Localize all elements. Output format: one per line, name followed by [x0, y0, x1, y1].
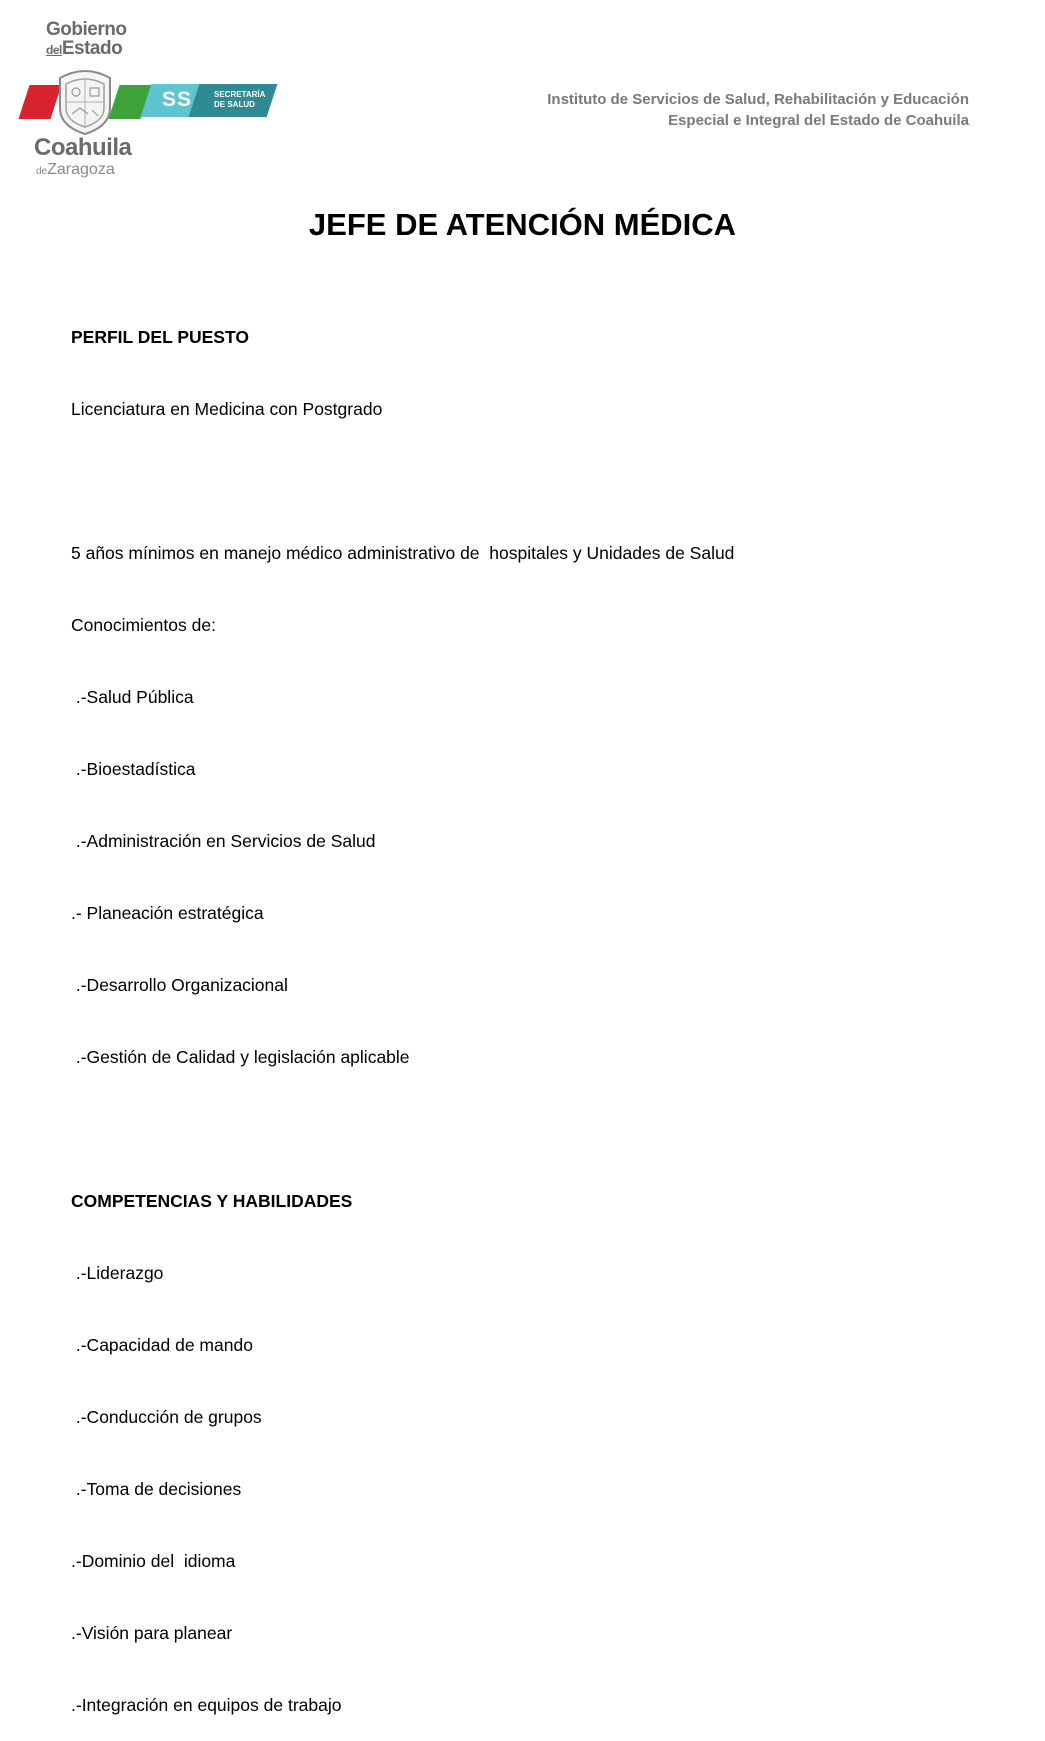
estado-label: Estado — [61, 38, 123, 59]
coahuila-label: Coahuila — [34, 134, 132, 161]
secretaria-de-salud-badge — [141, 84, 278, 117]
competency-item: .-Integración en equipos de trabajo — [71, 1695, 342, 1715]
competency-item: .-Liderazgo — [71, 1263, 164, 1283]
del-label: del — [46, 43, 62, 57]
competency-item: .-Dominio del idioma — [71, 1551, 236, 1571]
profile-heading: PERFIL DEL PUESTO — [71, 327, 249, 347]
government-logo — [14, 16, 284, 184]
knowledge-label: Conocimientos de: — [71, 615, 216, 635]
competency-item: .-Toma de decisiones — [71, 1479, 242, 1499]
knowledge-item: .-Administración en Servicios de Salud — [71, 831, 376, 851]
competencies-heading: COMPETENCIAS Y HABILIDADES — [71, 1191, 353, 1211]
de-label: de — [36, 166, 48, 177]
gobierno-del-estado-wordmark — [46, 20, 126, 60]
secretaria-label: SECRETARÍA — [214, 90, 266, 99]
institute-line-1: Instituto de Servicios de Salud, Rehabilitación y Educación — [547, 91, 969, 108]
competency-item: .-Capacidad de mando — [71, 1335, 253, 1355]
knowledge-item: .- Planeación estratégica — [71, 903, 264, 923]
institute-header — [547, 89, 969, 131]
competency-item: .-Conducción de grupos — [71, 1407, 262, 1427]
institute-line-2: Especial e Integral del Estado de Coahuila — [668, 112, 969, 129]
knowledge-item: .-Salud Pública — [71, 687, 194, 707]
zaragoza-label: Zaragoza — [47, 161, 115, 178]
knowledge-item: .-Bioestadística — [71, 759, 196, 779]
gobierno-label: Gobierno — [46, 19, 127, 40]
coat-of-arms-icon — [52, 64, 118, 136]
job-profile-body — [71, 277, 734, 1741]
experience-requirement: 5 años mínimos en manejo médico administrativo de hospitales y Unidades de Salud — [71, 543, 735, 563]
ss-letters: SS — [162, 88, 193, 111]
degree-requirement: Licenciatura en Medicina con Postgrado — [71, 399, 383, 419]
competency-item: .-Visión para planear — [71, 1623, 233, 1643]
knowledge-item: .-Desarrollo Organizacional — [71, 975, 288, 995]
slide-title: JEFE DE ATENCIÓN MÉDICA — [308, 207, 737, 242]
de-salud-label: DE SALUD — [214, 100, 255, 109]
knowledge-item: .-Gestión de Calidad y legislación aplicable — [71, 1047, 410, 1067]
zaragoza-wordmark — [36, 161, 115, 179]
